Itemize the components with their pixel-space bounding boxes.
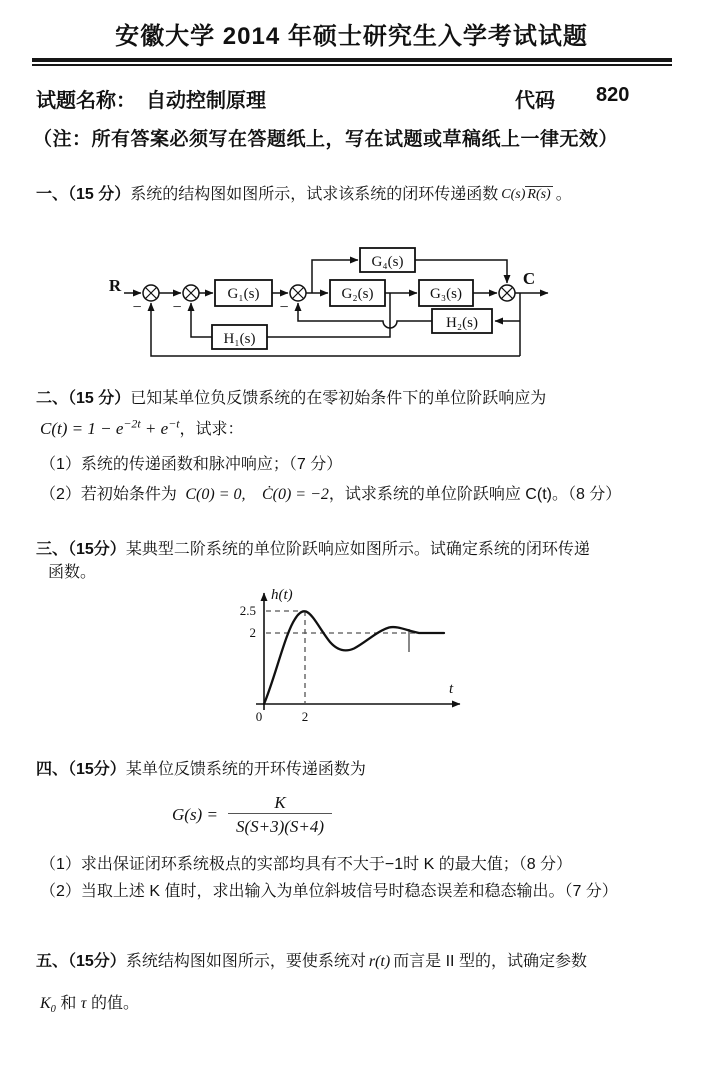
diagram-wires [124, 260, 548, 356]
question-5-text1: 系统结构图如图所示，要使系统对 [125, 953, 366, 970]
subject-value: 自动控制原理 [146, 90, 266, 112]
code-value: 820 [596, 84, 630, 106]
question-5-number: 五、（15分） [36, 953, 126, 970]
block-h1-label: H₁(s) [223, 331, 256, 347]
subject-label: 试题名称： [36, 90, 136, 112]
x-axis-label: t [449, 681, 454, 697]
ytick-peak: 2.5 [239, 603, 256, 618]
q5-param-tau: τ [80, 995, 87, 1012]
subject-row [36, 84, 676, 113]
question-3 [36, 538, 701, 561]
xtick-origin: 0 [255, 709, 263, 724]
question-4-number: 四、（15分） [36, 761, 126, 778]
page-title: 安徽大学 2014 年硕士研究生入学考试试题 [115, 23, 588, 50]
q4-fraction-denominator: S(S+3)(S+4) [228, 813, 332, 837]
fraction-numerator: C(s) [501, 186, 526, 202]
block-g1-label: G₁(s) [227, 286, 260, 302]
block-g3-label: G₃(s) [430, 286, 462, 302]
y-axis-label: h(t) [271, 587, 293, 603]
q2-item2-text1: （2）若初始条件为 [40, 486, 177, 503]
q2-item2-math1: C(0) = 0, [185, 486, 246, 503]
q2-formula-tail: ，试求： [179, 421, 244, 438]
xtick-peak: 2 [301, 709, 309, 724]
question-5-text2: 而言是 II 型的，试确定参数 [393, 953, 587, 970]
q5-and-text: 和 [60, 995, 77, 1012]
question-4-text: 某单位反馈系统的开环传递函数为 [125, 761, 366, 778]
q4-formula-fraction [228, 792, 332, 838]
fraction-denominator: R(s) [527, 186, 551, 202]
q2-item2-math2: Ċ(0) = −2 [261, 486, 329, 503]
block-g2-label: G₂(s) [341, 286, 374, 302]
minus-sign-2: − [172, 299, 182, 316]
input-label: R [108, 276, 122, 295]
question-4-item-1: （1）求出保证闭环系统极点的实部均具有不大于−1时 K 的最大值；（8 分） [40, 856, 573, 873]
question-1-text: 系统的结构图如图所示，试求该系统的闭环传递函数 [130, 186, 499, 203]
question-2-item-2 [40, 483, 700, 506]
question-1-period: 。 [555, 186, 572, 203]
instruction-note: （注：所有答案必须写在答题纸上，写在试题或草稿纸上一律无效） [33, 129, 619, 150]
q4-formula-lhs: G(s) = [172, 804, 218, 824]
header-divider [32, 58, 672, 66]
minus-sign-1: − [132, 299, 142, 316]
question-5 [36, 950, 701, 973]
question-3-text-line2: 函数。 [48, 564, 97, 581]
q5-param-k-sub: 0 [50, 1004, 56, 1016]
question-1 [36, 183, 696, 206]
q2-formula-part1: C(t) = 1 − e [40, 419, 124, 438]
block-g4-label: G₄(s) [371, 254, 404, 270]
closed-loop-fraction [501, 187, 552, 203]
question-3-number: 三、（15分） [36, 541, 126, 558]
question-2 [36, 387, 696, 410]
wire-h1-to-sum2 [191, 303, 212, 337]
question-2-text: 已知某单位负反馈系统的在零初始条件下的单位阶跃响应为 [130, 390, 547, 407]
figure-guides [266, 611, 424, 703]
question-1-number: 一、（15 分） [36, 186, 131, 203]
question-5-line2 [40, 992, 139, 1017]
question-2-item-1: （1）系统的传递函数和脉冲响应；（7 分） [40, 456, 343, 473]
minus-sign-3: − [279, 299, 289, 316]
question-3-text-line1: 某典型二阶系统的单位阶跃响应如图所示。试确定系统的闭环传递 [125, 541, 590, 558]
question-4-formula [172, 792, 332, 838]
ytick-steady: 2 [249, 625, 256, 640]
q5-math-rt: r(t) [368, 953, 391, 970]
block-h2-label: H₂(s) [446, 315, 478, 331]
output-label: C [522, 269, 536, 288]
q2-formula-exp2: −t [168, 416, 180, 431]
question-2-number: 二、（15 分） [36, 390, 131, 407]
q5-tail-text: 的值。 [90, 995, 139, 1012]
block-diagram-figure [0, 238, 703, 380]
q5-param-k: K [40, 995, 51, 1012]
step-response-curve [264, 611, 444, 704]
q2-item2-text2: ，试求系统的单位阶跃响应 C(t)。（8 分） [328, 486, 622, 503]
question-2-formula [40, 416, 244, 439]
code-label: 代码 [515, 90, 555, 112]
question-4-item-2: （2）当取上述 K 值时，求出输入为单位斜坡信号时稳态误差和稳态输出。（7 分） [40, 883, 618, 900]
q2-formula-part2: + e [140, 419, 169, 438]
q2-formula-exp1: −2t [123, 416, 141, 431]
q4-fraction-numerator: K [274, 793, 286, 812]
step-response-figure [228, 582, 480, 734]
question-4 [36, 758, 696, 781]
